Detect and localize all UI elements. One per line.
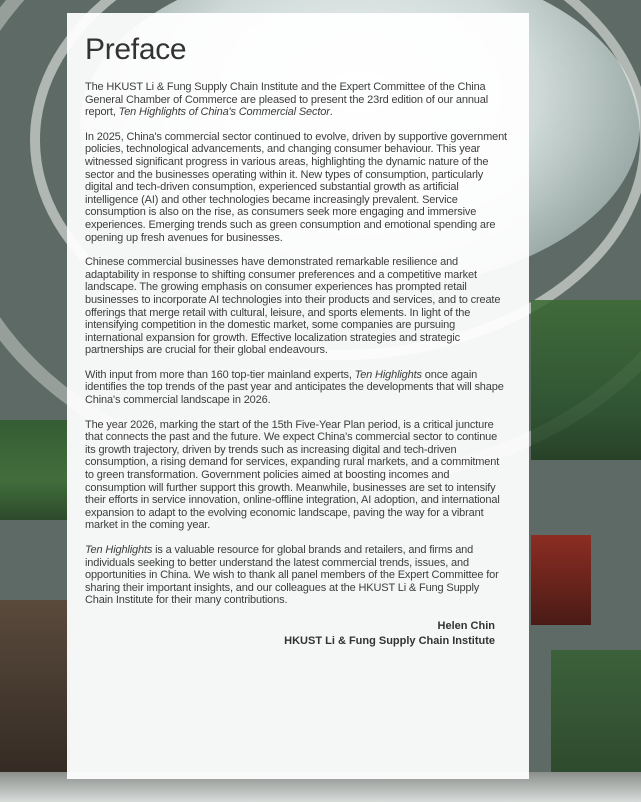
paragraph-text: .	[329, 106, 333, 119]
paragraph-2025-overview: In 2025, China's commercial sector continued to evolve, driven by supportive government policies, technological advancements, and changing consumer behaviour. This year witnessed significant progress in various areas, highlighting the dynamic nature of the sector and the businesses operating within it. New types of consumption, particularly digital and tech-driven consumption, experienced substantial growth as artificial intelligence (AI) and other technologies became increasingly prevalent. Service consumption is also on the rise, as consumers seek more engaging and immersive experiences. Emerging trends such as green consumption and emotional spending are opening up fresh avenues for businesses.	[85, 130, 507, 244]
paragraph-acknowledgements	[85, 544, 509, 607]
paragraph-text: is a valuable resource for global brands and retailers, and firms and individuals seeking to better understand the latest commercial trends, issues, and opportunities in China. We wish to thank all panel members of the Expert Committee for sharing their important insights, and our colleagues at the HKUST Li & Fung Supply Chain Institute for their many contributions.	[85, 544, 499, 607]
signature-name: Helen Chin	[437, 619, 495, 632]
report-title-italic: Ten Highlights	[354, 368, 422, 381]
shopfront-right	[531, 535, 591, 625]
paragraph-text: With input from more than 160 top-tier mainland experts,	[85, 368, 355, 381]
paragraph-experts	[85, 369, 509, 407]
paragraph-2026-outlook: The year 2026, marking the start of the 15th Five-Year Plan period, is a critical juncture that connects the past and the future. We expect China's commercial sector to continue its growth trajectory, driven by trends such as increasing digital and tech-driven consumption, a rising demand for services, expanding rural markets, and a commitment to green transformation. Government policies aimed at boosting incomes and consumption will further support this growth. Meanwhile, businesses are set to intensify their efforts in service innovation, online-offline integration, AI adoption, and international expansion to adapt to the evolving economic landscape, paving the way for a vibrant market in the coming year.	[85, 418, 500, 532]
page-title: Preface	[85, 33, 187, 66]
paragraph-businesses: Chinese commercial businesses have demonstrated remarkable resilience and adaptability in response to shifting consumer preferences and a competitive market landscape. The growing emphasis on consumer experiences has prompted retail businesses to incorporate AI technologies into their products and services, and to create offerings that merge retail with cultural, leisure, and sports elements. In light of the intensifying competition in the domestic market, some companies are pursuing international expansion for growth. Effective localization strategies and strategic partnerships are crucial for their global endeavours.	[85, 256, 501, 357]
report-title-italic: Ten Highlights of China's Commercial Sector	[118, 106, 330, 119]
preface-panel	[67, 13, 529, 779]
hanging-plants-left	[0, 420, 70, 520]
hanging-plants-right	[531, 300, 641, 460]
signature-organization: HKUST Li & Fung Supply Chain Institute	[284, 634, 495, 647]
signature-block	[85, 619, 509, 649]
paragraph-text: once again identifies the top trends of the past year and anticipates the developments that will shape China's commercial landscape in 2026.	[85, 368, 504, 407]
paragraph-text: The HKUST Li & Fung Supply Chain Institute and the Expert Committee of the China General Chamber of Commerce are pleased to present the 23rd edition of our annual report,	[85, 81, 489, 119]
paragraph-intro	[85, 81, 509, 119]
report-title-italic: Ten Highlights	[85, 544, 153, 556]
